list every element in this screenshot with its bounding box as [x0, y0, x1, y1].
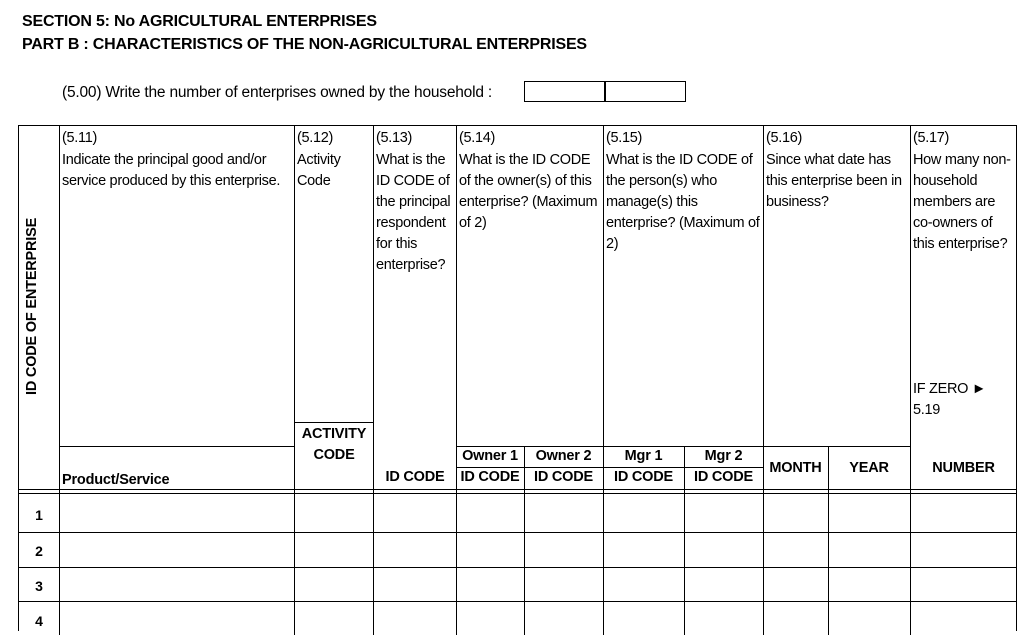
- row-label-2: 2: [35, 543, 43, 559]
- col-512-text: Activity Code: [297, 152, 341, 189]
- mgr1-id-code-label: ID CODE: [613, 469, 674, 485]
- col-line: [373, 125, 374, 635]
- row-line: [18, 532, 1017, 533]
- col-513-number: (5.13): [376, 130, 413, 146]
- part-title: PART B : CHARACTERISTICS OF THE NON-AGRICULTURAL ENTERPRISES: [22, 36, 587, 53]
- month-label: MONTH: [769, 460, 822, 476]
- col-513-text: What is the ID CODE of the principal respondent for this enterprise?: [376, 152, 451, 273]
- owner2-id-code-label: ID CODE: [533, 469, 594, 485]
- row-label-3: 3: [35, 578, 43, 594]
- col-516-number: (5.16): [766, 130, 803, 146]
- activity-code-label: ACTIVITY CODE: [301, 426, 367, 463]
- col-514-number: (5.14): [459, 130, 496, 146]
- row-label-1: 1: [35, 507, 43, 523]
- col-512-number: (5.12): [297, 130, 334, 146]
- col-line: [603, 125, 604, 635]
- mgr2-id-code-label: ID CODE: [693, 469, 754, 485]
- col-511-number: (5.11): [62, 130, 98, 146]
- q500-box-digit-2[interactable]: [604, 81, 686, 102]
- subheader-line: [763, 446, 910, 447]
- col-511-text: Indicate the principal good and/or service produced by this enterprise.: [62, 152, 281, 189]
- col-517-text: How many non-household members are co-owners of this enterprise?: [913, 152, 1011, 252]
- row-label-4: 4: [35, 613, 43, 629]
- q500-box-digit-1[interactable]: [524, 81, 606, 102]
- row-line: [18, 601, 1017, 602]
- section-title: SECTION 5: No AGRICULTURAL ENTERPRISES: [22, 13, 377, 30]
- mgr2-label: Mgr 2: [704, 448, 743, 464]
- col-line: [294, 125, 295, 635]
- id-code-513-label: ID CODE: [385, 469, 445, 485]
- header-bottom-line: [18, 493, 1017, 494]
- col-516-text: Since what date has this enterprise been in business?: [766, 152, 902, 210]
- owner1-id-code-label: ID CODE: [460, 469, 520, 485]
- col-515-text: What is the ID CODE of the person(s) who manage(s) this enterprise? (Maximum of 2): [606, 152, 760, 252]
- col-515-number: (5.15): [606, 130, 643, 146]
- subheader-line: [59, 446, 294, 447]
- mgr1-label: Mgr 1: [624, 448, 663, 464]
- q500-label: (5.00) Write the number of enterprises owned by the household :: [62, 84, 492, 101]
- col-517-number: (5.17): [913, 130, 950, 146]
- side-label-id-code: ID CODE OF ENTERPRISE: [24, 217, 40, 395]
- number-label: NUMBER: [932, 460, 995, 476]
- skip-note: IF ZERO ► 5.19: [913, 381, 986, 418]
- col-line: [910, 125, 911, 635]
- owner2-label: Owner 2: [535, 448, 592, 464]
- owner1-label: Owner 1: [462, 448, 518, 464]
- col-line: [456, 125, 457, 635]
- col-line: [763, 125, 764, 635]
- row-line: [18, 567, 1017, 568]
- product-service-label: Product/Service: [62, 472, 170, 488]
- col-514-text: What is the ID CODE of the owner(s) of this enterprise? (Maximum of 2): [459, 152, 598, 231]
- year-label: YEAR: [849, 460, 889, 476]
- subheader-line: [294, 422, 373, 423]
